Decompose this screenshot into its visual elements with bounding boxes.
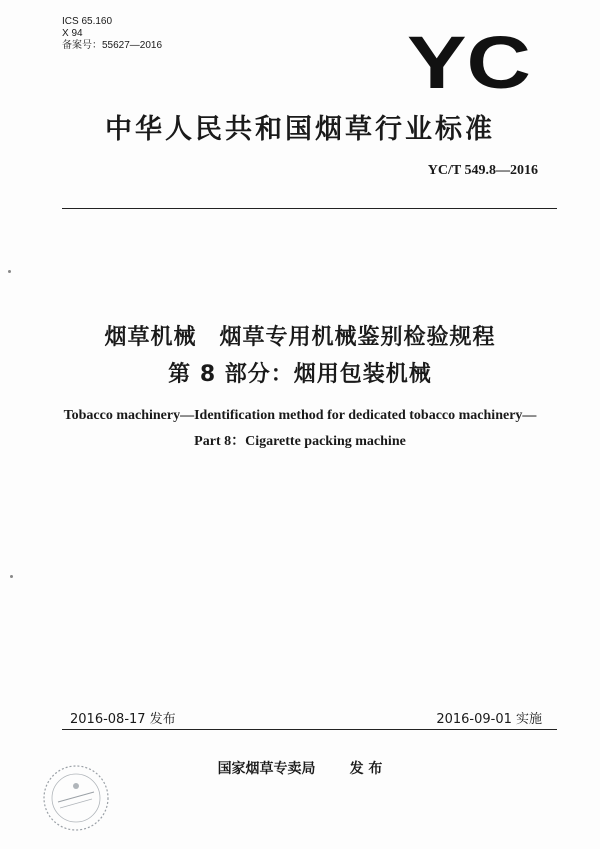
scan-speck (8, 270, 11, 273)
filing-number: 备案号：55627—2016 (62, 40, 163, 51)
scan-speck (10, 575, 13, 578)
bottom-divider (62, 729, 557, 730)
issue-date: 2016-08-17 发布 (70, 712, 176, 727)
top-divider (62, 208, 557, 209)
english-title-line-1: Tobacco machinery—Identification method for dedicated tobacco machinery— (63, 408, 537, 423)
organization-title: 中华人民共和国烟草行业标准 (105, 114, 495, 145)
issuer-name: 国家烟草专卖局 (217, 761, 316, 777)
chinese-title-line-1: 烟草机械 烟草专用机械鉴别检验规程 (104, 325, 496, 350)
classification-block (62, 16, 162, 52)
yc-logo (404, 28, 534, 94)
english-title-line-2: Part 8：Cigarette packing machine (194, 434, 406, 449)
chinese-title-line-2: 第 8 部分：烟用包装机械 (168, 362, 432, 387)
implementation-date: 2016-09-01 实施 (436, 712, 542, 727)
standard-code: YC/T 549.8—2016 (427, 163, 538, 178)
issuer-action: 发 布 (349, 761, 383, 777)
ccs-code: X 94 (62, 28, 83, 39)
yc-logo-text: YC (407, 28, 531, 94)
ics-code: ICS 65.160 (62, 16, 113, 27)
library-stamp-icon (40, 762, 112, 834)
